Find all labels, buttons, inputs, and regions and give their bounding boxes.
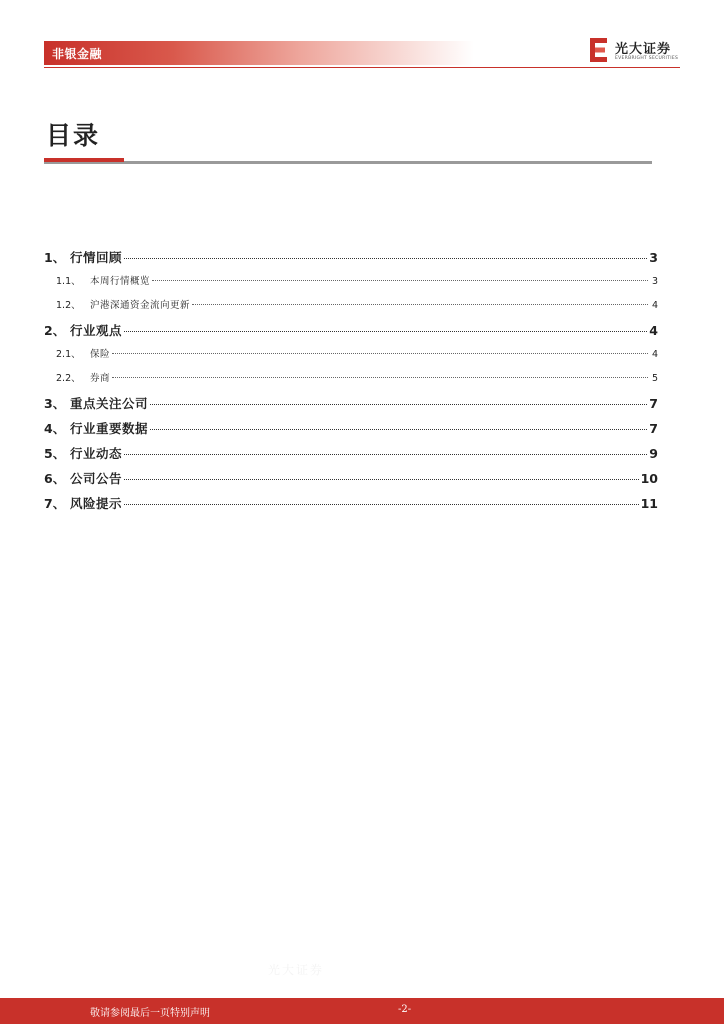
toc-dot-leader	[124, 454, 647, 455]
toc-entry-page: 4	[651, 349, 658, 360]
toc-entry-number: 5、	[44, 446, 66, 461]
toc-dot-leader	[124, 258, 647, 259]
toc-entry-page: 5	[651, 373, 658, 384]
toc-entry[interactable]	[44, 297, 658, 321]
footer-band	[0, 998, 724, 1024]
toc-entry-page: 7	[649, 421, 658, 436]
toc-entry[interactable]	[44, 321, 658, 346]
toc-entry-number: 4、	[44, 421, 66, 436]
toc-dot-leader	[150, 404, 647, 405]
everbright-logo-icon	[589, 37, 609, 63]
toc-entry-page: 3	[649, 250, 658, 265]
toc-dot-leader	[124, 479, 639, 480]
toc-entry-title: 公司公告	[70, 471, 123, 486]
section-label: 非银金融	[52, 47, 103, 61]
toc-dot-leader	[150, 429, 647, 430]
toc-entry-number: 3、	[44, 396, 66, 411]
logo-tagline: EVERBRIGHT SECURITIES	[615, 56, 679, 61]
logo-name: 光大证券	[615, 42, 672, 57]
toc-entry-number: 2.1、	[56, 349, 81, 360]
toc-entry-title: 重点关注公司	[70, 396, 149, 411]
toc-entry[interactable]	[44, 444, 658, 469]
footer-disclaimer-note: 敬请参阅最后一页特别声明	[90, 1008, 210, 1019]
toc-entry-title: 沪港深通资金流向更新	[90, 300, 191, 311]
toc-entry-page: 11	[640, 496, 658, 511]
toc-entry-title: 本周行情概览	[90, 276, 151, 287]
toc-entry-number: 1.2、	[56, 300, 81, 311]
toc-entry-title: 风险提示	[70, 496, 123, 511]
footer-page-number: -2-	[398, 1004, 412, 1015]
toc-entry-number: 6、	[44, 471, 66, 486]
table-of-contents	[44, 248, 658, 519]
toc-entry[interactable]	[44, 273, 658, 297]
toc-entry-title: 保险	[90, 349, 111, 360]
toc-entry-title: 行业动态	[70, 446, 123, 461]
toc-entry-title: 券商	[90, 373, 111, 384]
toc-title: 目录	[46, 121, 101, 150]
title-rule-accent	[44, 158, 124, 162]
toc-entry-number: 1.1、	[56, 276, 81, 287]
header-band	[44, 41, 474, 65]
toc-dot-leader	[192, 304, 648, 305]
toc-entry-number: 1、	[44, 250, 66, 265]
watermark: 光大证券	[268, 963, 325, 977]
toc-entry-page: 7	[649, 396, 658, 411]
toc-dot-leader	[112, 377, 648, 378]
toc-dot-leader	[152, 280, 648, 281]
toc-entry-number: 2.2、	[56, 373, 81, 384]
header-rule	[44, 67, 680, 68]
toc-entry-title: 行情回顾	[70, 250, 123, 265]
toc-entry-page: 9	[649, 446, 658, 461]
toc-dot-leader	[124, 331, 647, 332]
toc-entry[interactable]	[44, 469, 658, 494]
toc-entry[interactable]	[44, 494, 658, 519]
toc-entry-title: 行业重要数据	[70, 421, 149, 436]
toc-dot-leader	[124, 504, 639, 505]
toc-entry-page: 4	[651, 300, 658, 311]
toc-entry-title: 行业观点	[70, 323, 123, 338]
toc-entry[interactable]	[44, 419, 658, 444]
toc-dot-leader	[112, 353, 648, 354]
toc-entry-page: 3	[651, 276, 658, 287]
toc-entry[interactable]	[44, 248, 658, 273]
toc-entry-page: 10	[640, 471, 658, 486]
title-rule	[44, 161, 652, 164]
company-logo	[589, 37, 689, 65]
toc-entry-number: 2、	[44, 323, 66, 338]
toc-entry[interactable]	[44, 370, 658, 394]
toc-entry-number: 7、	[44, 496, 66, 511]
toc-entry-page: 4	[649, 323, 658, 338]
toc-entry[interactable]	[44, 346, 658, 370]
toc-entry[interactable]	[44, 394, 658, 419]
